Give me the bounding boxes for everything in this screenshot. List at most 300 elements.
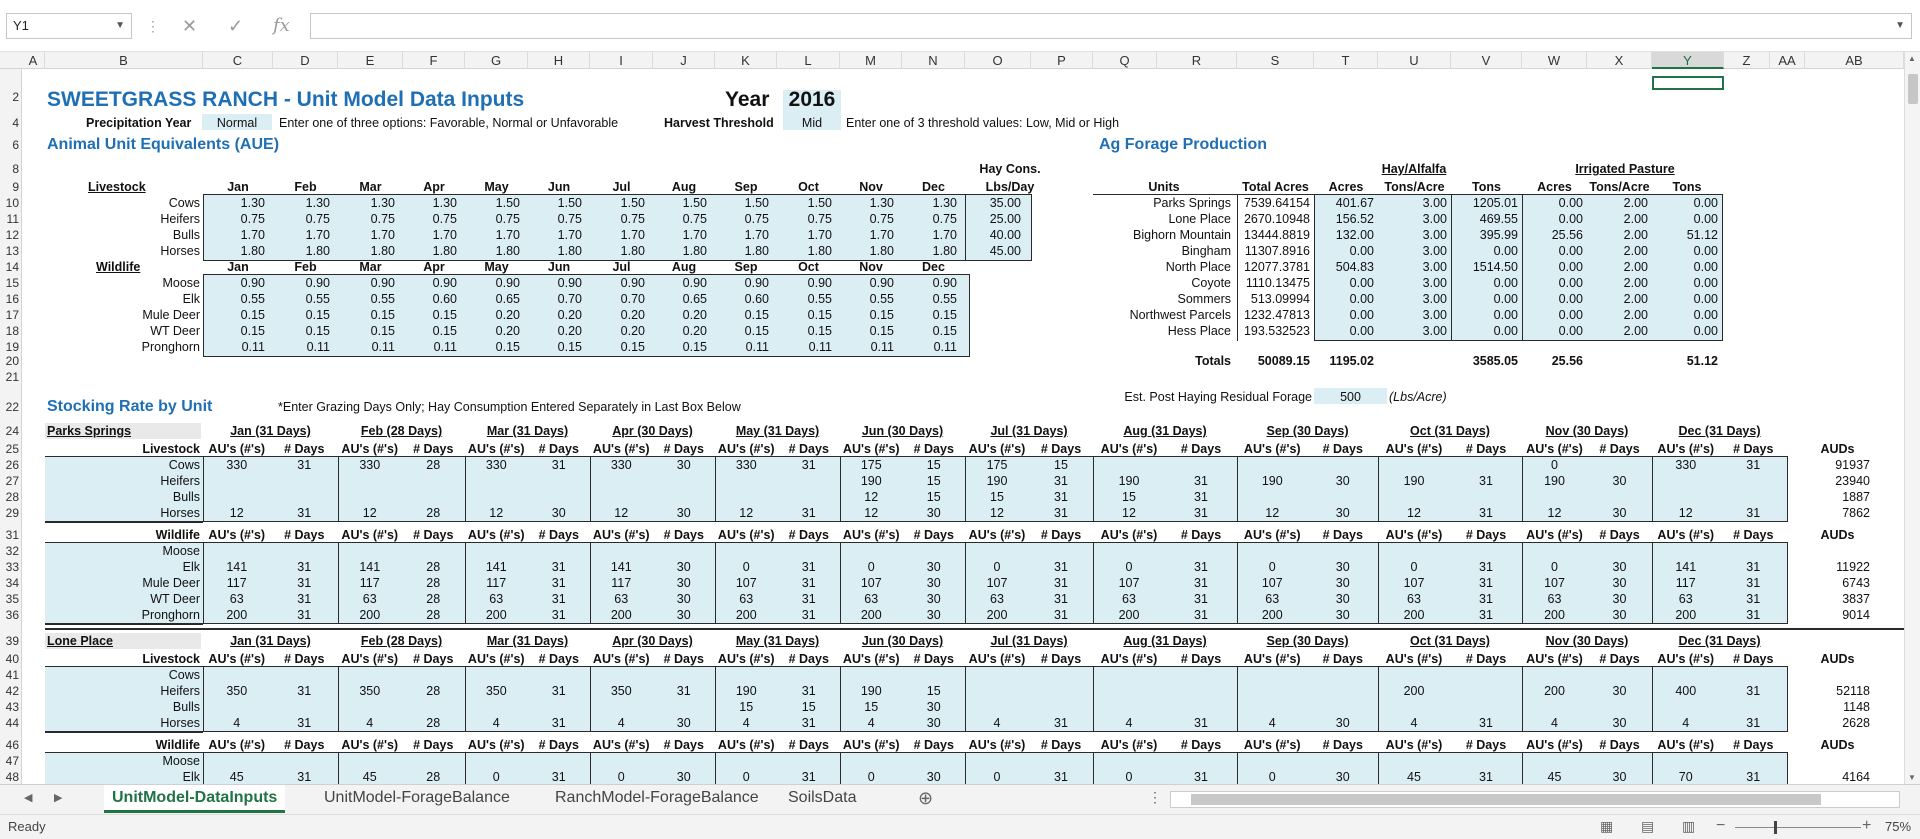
aue-value-cell[interactable]: 1.70: [744, 228, 769, 242]
column-header-u[interactable]: U: [1378, 52, 1451, 69]
stock-cell[interactable]: 4: [617, 716, 625, 730]
row-header-41[interactable]: 41: [5, 668, 19, 682]
stock-cell[interactable]: 31: [1746, 458, 1761, 472]
stock-cell[interactable]: 30: [676, 770, 691, 784]
worksheet-grid[interactable]: [22, 69, 1904, 784]
row-header-35[interactable]: 35: [5, 592, 19, 606]
stock-cell[interactable]: 0: [742, 770, 750, 784]
next-sheet-icon[interactable]: ▶: [54, 792, 63, 804]
page-break-icon[interactable]: ▥: [1682, 818, 1696, 834]
stock-cell[interactable]: 31: [1746, 716, 1761, 730]
column-header-o[interactable]: O: [965, 52, 1031, 69]
stock-cell[interactable]: 141: [485, 560, 507, 574]
stock-cell[interactable]: 175: [860, 458, 882, 472]
forage-value-cell[interactable]: 0.00: [1558, 292, 1583, 306]
name-box[interactable]: [6, 13, 132, 39]
stock-cell[interactable]: 63: [1122, 592, 1136, 606]
stock-cell[interactable]: 200: [1544, 684, 1565, 698]
aue-value-cell[interactable]: 1.70: [240, 228, 265, 242]
forage-value-cell[interactable]: 0.00: [1493, 324, 1518, 338]
stock-cell[interactable]: 12: [229, 506, 244, 520]
stock-cell[interactable]: 31: [551, 608, 566, 622]
forage-value-cell[interactable]: 0.00: [1493, 308, 1518, 322]
stock-cell[interactable]: 31: [676, 684, 691, 698]
row-header-20[interactable]: 20: [5, 354, 19, 368]
column-header-m[interactable]: M: [840, 52, 902, 69]
forage-value-cell[interactable]: 156.52: [1335, 212, 1374, 226]
forage-value-cell[interactable]: 2.00: [1623, 324, 1648, 338]
forage-value-cell[interactable]: 3.00: [1422, 292, 1447, 306]
aue-value-cell[interactable]: 1.80: [432, 244, 457, 258]
forage-value-cell[interactable]: 0.00: [1349, 308, 1374, 322]
stock-cell[interactable]: 330: [610, 458, 632, 472]
column-header-b[interactable]: B: [45, 52, 203, 69]
forage-value-cell[interactable]: 0.00: [1558, 212, 1583, 226]
stock-cell[interactable]: 31: [1479, 560, 1493, 574]
stock-cell[interactable]: 31: [297, 608, 312, 622]
stock-cell[interactable]: 141: [1675, 560, 1697, 574]
stock-cell[interactable]: 31: [801, 592, 816, 606]
stock-cell[interactable]: 31: [1054, 770, 1068, 784]
row-header-24[interactable]: 24: [5, 424, 19, 438]
stock-cell[interactable]: 350: [485, 684, 507, 698]
stock-cell[interactable]: 200: [1403, 684, 1425, 698]
aue-value-cell[interactable]: 0.75: [495, 212, 520, 226]
aue-value-cell[interactable]: 0.90: [807, 276, 832, 290]
aue-value-cell[interactable]: 1.70: [682, 228, 707, 242]
stock-cell[interactable]: 200: [485, 608, 507, 622]
aue-value-cell[interactable]: 0.15: [305, 308, 330, 322]
aue-value-cell[interactable]: 0.15: [370, 308, 395, 322]
sheet-tab-3[interactable]: RanchModel-ForageBalance: [555, 789, 759, 806]
row-header-34[interactable]: 34: [5, 576, 19, 590]
stock-cell[interactable]: 45: [1547, 770, 1562, 784]
row-header-36[interactable]: 36: [5, 608, 19, 622]
aue-value-cell[interactable]: 0.55: [305, 292, 330, 306]
forage-value-cell[interactable]: 0.00: [1693, 196, 1718, 210]
row-header-27[interactable]: 27: [5, 474, 19, 488]
stock-cell[interactable]: 30: [1612, 592, 1627, 606]
stock-cell[interactable]: 28: [426, 592, 441, 606]
page-layout-icon[interactable]: ▤: [1641, 818, 1655, 834]
stock-cell[interactable]: 200: [860, 608, 882, 622]
stock-cell[interactable]: 31: [297, 560, 312, 574]
stock-cell[interactable]: 30: [926, 576, 941, 590]
stock-cell[interactable]: 30: [926, 770, 941, 784]
stock-cell[interactable]: 31: [801, 716, 816, 730]
aue-value-cell[interactable]: 0.65: [682, 292, 707, 306]
stock-cell[interactable]: 4: [1682, 716, 1690, 730]
aue-value-cell[interactable]: 1.70: [557, 228, 582, 242]
aue-value-cell[interactable]: 0.15: [370, 324, 395, 338]
row-header-11[interactable]: 11: [6, 212, 19, 226]
stock-cell[interactable]: 30: [926, 700, 941, 714]
aue-value-cell[interactable]: 0.15: [495, 340, 520, 354]
forage-value-cell[interactable]: 3.00: [1422, 276, 1447, 290]
h-scroll-thumb[interactable]: [1191, 794, 1821, 805]
stock-cell[interactable]: 175: [986, 458, 1008, 472]
stock-cell[interactable]: 30: [676, 608, 691, 622]
stock-cell[interactable]: 31: [297, 684, 312, 698]
aue-value-cell[interactable]: 0.11: [306, 340, 330, 354]
stock-cell[interactable]: 31: [1194, 506, 1208, 520]
prev-sheet-icon[interactable]: ◀: [24, 792, 33, 804]
stock-cell[interactable]: 141: [226, 560, 248, 574]
aue-value-cell[interactable]: 0.90: [557, 276, 582, 290]
aue-value-cell[interactable]: 0.15: [557, 340, 582, 354]
stock-cell[interactable]: 12: [1265, 506, 1280, 520]
stock-cell[interactable]: 31: [801, 560, 816, 574]
forage-value-cell[interactable]: 0.00: [1349, 276, 1374, 290]
stock-cell[interactable]: 12: [489, 506, 504, 520]
stock-cell[interactable]: 0: [1268, 770, 1276, 784]
aue-value-cell[interactable]: 1.50: [807, 196, 832, 210]
chevron-down-icon[interactable]: ▼: [115, 20, 125, 31]
aue-value-cell[interactable]: 1.30: [869, 196, 894, 210]
column-header-j[interactable]: J: [653, 52, 715, 69]
column-header-t[interactable]: T: [1314, 52, 1378, 69]
stock-cell[interactable]: 31: [1054, 716, 1068, 730]
aue-value-cell[interactable]: 0.15: [869, 324, 894, 338]
stock-cell[interactable]: 31: [1479, 576, 1493, 590]
tab-split-icon[interactable]: ⋮: [1148, 789, 1162, 805]
aue-value-cell[interactable]: 0.75: [620, 212, 645, 226]
row-header-39[interactable]: 39: [5, 634, 19, 648]
aue-value-cell[interactable]: 0.90: [869, 276, 894, 290]
stock-cell[interactable]: 30: [676, 592, 691, 606]
forage-value-cell[interactable]: 2.00: [1623, 276, 1648, 290]
sheet-tab-1[interactable]: UnitModel-DataInputs: [104, 785, 285, 813]
aue-value-cell[interactable]: 1.30: [932, 196, 957, 210]
stock-cell[interactable]: 31: [551, 592, 566, 606]
stock-cell[interactable]: 190: [1261, 474, 1283, 488]
aue-value-cell[interactable]: 1.80: [807, 244, 832, 258]
stock-cell[interactable]: 45: [362, 770, 377, 784]
forage-value-cell[interactable]: 132.00: [1335, 228, 1374, 242]
forage-value-cell[interactable]: 2670.10948: [1243, 212, 1310, 226]
aue-value-cell[interactable]: 0.90: [370, 276, 395, 290]
enter-icon[interactable]: ✓: [228, 16, 244, 36]
aue-value-cell[interactable]: 0.75: [240, 212, 265, 226]
row-header-12[interactable]: 12: [5, 228, 19, 242]
stock-cell[interactable]: 0: [1551, 560, 1558, 574]
stock-cell[interactable]: 0: [617, 770, 625, 784]
stock-cell[interactable]: 63: [362, 592, 377, 606]
stock-cell[interactable]: 31: [801, 608, 816, 622]
aue-value-cell[interactable]: 0.65: [495, 292, 520, 306]
stock-cell[interactable]: 31: [1054, 592, 1068, 606]
stock-cell[interactable]: 30: [1335, 608, 1350, 622]
stock-cell[interactable]: 30: [1335, 474, 1350, 488]
stock-cell[interactable]: 107: [860, 576, 882, 590]
stock-cell[interactable]: 31: [1054, 490, 1068, 504]
stock-cell[interactable]: 12: [739, 506, 754, 520]
aue-value-cell[interactable]: 1.30: [432, 196, 457, 210]
column-header-l[interactable]: L: [777, 52, 840, 69]
forage-value-cell[interactable]: 0.00: [1349, 244, 1374, 258]
stock-cell[interactable]: 12: [1407, 506, 1421, 520]
aue-value-cell[interactable]: 0.15: [620, 340, 645, 354]
stock-cell[interactable]: 30: [1612, 770, 1627, 784]
row-header-14[interactable]: 14: [5, 260, 19, 274]
stock-cell[interactable]: 31: [1054, 608, 1068, 622]
stock-cell[interactable]: 200: [1261, 608, 1283, 622]
hay-cons-cell[interactable]: 40.00: [989, 228, 1021, 242]
stock-cell[interactable]: 30: [1335, 770, 1350, 784]
stock-cell[interactable]: 31: [1746, 684, 1761, 698]
aue-value-cell[interactable]: 0.15: [744, 308, 769, 322]
stock-cell[interactable]: 117: [359, 576, 380, 590]
stock-cell[interactable]: 30: [1612, 560, 1627, 574]
aue-value-cell[interactable]: 0.15: [807, 324, 832, 338]
column-header-ab[interactable]: AB: [1805, 52, 1904, 69]
forage-value-cell[interactable]: 0.00: [1493, 244, 1518, 258]
stock-cell[interactable]: 63: [1547, 592, 1562, 606]
stock-cell[interactable]: 350: [610, 684, 632, 698]
stock-cell[interactable]: 141: [359, 560, 381, 574]
row-header-28[interactable]: 28: [5, 490, 19, 504]
row-header-48[interactable]: 48: [5, 770, 19, 784]
stock-cell[interactable]: 12: [1122, 506, 1136, 520]
formula-input[interactable]: [310, 13, 1912, 39]
aue-value-cell[interactable]: 0.75: [557, 212, 582, 226]
stock-cell[interactable]: 200: [1118, 608, 1140, 622]
stock-cell[interactable]: 31: [1194, 716, 1208, 730]
forage-value-cell[interactable]: 1514.50: [1472, 260, 1518, 274]
forage-value-cell[interactable]: 1232.47813: [1243, 308, 1310, 322]
cancel-icon[interactable]: ✕: [182, 16, 198, 36]
row-header-32[interactable]: 32: [5, 544, 19, 558]
forage-value-cell[interactable]: 25.56: [1551, 228, 1583, 242]
stock-cell[interactable]: 30: [926, 560, 941, 574]
stock-cell[interactable]: 30: [1612, 474, 1627, 488]
stock-cell[interactable]: 200: [610, 608, 632, 622]
column-header-y[interactable]: Y: [1652, 52, 1724, 69]
stock-cell[interactable]: 31: [1746, 608, 1761, 622]
forage-value-cell[interactable]: 0.00: [1558, 308, 1583, 322]
row-header-13[interactable]: 13: [5, 244, 19, 258]
aue-value-cell[interactable]: 0.90: [240, 276, 265, 290]
stock-cell[interactable]: 63: [1407, 592, 1421, 606]
aue-value-cell[interactable]: 1.80: [932, 244, 957, 258]
stock-cell[interactable]: 141: [610, 560, 632, 574]
stock-cell[interactable]: 12: [362, 506, 377, 520]
aue-value-cell[interactable]: 1.70: [807, 228, 832, 242]
stock-cell[interactable]: 12: [864, 506, 879, 520]
aue-value-cell[interactable]: 0.20: [557, 324, 582, 338]
stock-cell[interactable]: 28: [426, 716, 441, 730]
stock-cell[interactable]: 30: [1335, 506, 1350, 520]
forage-value-cell[interactable]: 0.00: [1493, 276, 1518, 290]
stock-cell[interactable]: 30: [1612, 716, 1627, 730]
stock-cell[interactable]: 31: [1479, 592, 1493, 606]
stock-cell[interactable]: 63: [614, 592, 629, 606]
horizontal-scrollbar[interactable]: [1170, 791, 1900, 808]
stock-cell[interactable]: 190: [860, 474, 882, 488]
column-header-x[interactable]: X: [1587, 52, 1652, 69]
stock-cell[interactable]: 30: [926, 608, 941, 622]
stock-cell[interactable]: 31: [1054, 560, 1068, 574]
stock-cell[interactable]: 31: [1054, 576, 1068, 590]
row-header-2[interactable]: 2: [12, 90, 19, 104]
stock-cell[interactable]: 400: [1675, 684, 1697, 698]
stock-cell[interactable]: 31: [1746, 770, 1761, 784]
stock-cell[interactable]: 190: [1544, 474, 1565, 488]
stock-cell[interactable]: 330: [359, 458, 381, 472]
forage-value-cell[interactable]: 0.00: [1349, 292, 1374, 306]
stock-cell[interactable]: 0: [1551, 458, 1558, 472]
stock-cell[interactable]: 30: [926, 716, 941, 730]
aue-value-cell[interactable]: 0.15: [240, 324, 265, 338]
aue-value-cell[interactable]: 0.11: [745, 340, 769, 354]
aue-value-cell[interactable]: 1.30: [305, 196, 330, 210]
aue-value-cell[interactable]: 0.20: [557, 308, 582, 322]
stock-cell[interactable]: 0: [1268, 560, 1276, 574]
row-header-47[interactable]: 47: [5, 754, 19, 768]
aue-value-cell[interactable]: 0.90: [432, 276, 457, 290]
stock-cell[interactable]: 63: [1678, 592, 1693, 606]
forage-value-cell[interactable]: 0.00: [1693, 324, 1718, 338]
stock-cell[interactable]: 31: [1746, 506, 1761, 520]
forage-value-cell[interactable]: 3.00: [1422, 196, 1447, 210]
stock-cell[interactable]: 31: [1479, 608, 1493, 622]
aue-value-cell[interactable]: 1.80: [495, 244, 520, 258]
stock-cell[interactable]: 31: [551, 560, 566, 574]
stock-cell[interactable]: 31: [1479, 474, 1493, 488]
stock-cell[interactable]: 31: [551, 770, 566, 784]
stock-cell[interactable]: 190: [986, 474, 1008, 488]
stock-cell[interactable]: 15: [1054, 458, 1068, 472]
stock-cell[interactable]: 30: [676, 576, 691, 590]
forage-value-cell[interactable]: 0.00: [1558, 260, 1583, 274]
stock-cell[interactable]: 15: [990, 490, 1004, 504]
expand-icon[interactable]: ▼: [1895, 20, 1905, 31]
year-input[interactable]: 2016: [788, 88, 836, 111]
aue-value-cell[interactable]: 0.75: [744, 212, 769, 226]
aue-value-cell[interactable]: 0.15: [807, 308, 832, 322]
column-header-q[interactable]: Q: [1093, 52, 1157, 69]
column-header-r[interactable]: R: [1157, 52, 1237, 69]
aue-value-cell[interactable]: 1.70: [305, 228, 330, 242]
stock-cell[interactable]: 30: [676, 716, 691, 730]
stock-cell[interactable]: 31: [297, 576, 312, 590]
forage-value-cell[interactable]: 3.00: [1422, 212, 1447, 226]
stock-cell[interactable]: 4: [492, 716, 500, 730]
stock-cell[interactable]: 30: [1335, 560, 1350, 574]
aue-value-cell[interactable]: 0.20: [495, 324, 520, 338]
column-header-s[interactable]: S: [1237, 52, 1314, 69]
zoom-in-icon[interactable]: +: [1862, 817, 1872, 834]
forage-value-cell[interactable]: 504.83: [1335, 260, 1374, 274]
forage-value-cell[interactable]: 0.00: [1693, 308, 1718, 322]
aue-value-cell[interactable]: 0.20: [682, 308, 707, 322]
stock-cell[interactable]: 12: [990, 506, 1004, 520]
aue-value-cell[interactable]: 1.50: [495, 196, 520, 210]
stock-cell[interactable]: 31: [1054, 474, 1068, 488]
stock-cell[interactable]: 15: [926, 684, 941, 698]
aue-value-cell[interactable]: 1.70: [495, 228, 520, 242]
aue-value-cell[interactable]: 1.80: [557, 244, 582, 258]
aue-value-cell[interactable]: 0.55: [807, 292, 832, 306]
forage-value-cell[interactable]: 2.00: [1623, 212, 1648, 226]
stock-cell[interactable]: 117: [611, 576, 632, 590]
forage-value-cell[interactable]: 3.00: [1422, 244, 1447, 258]
stock-cell[interactable]: 15: [864, 700, 879, 714]
row-header-4[interactable]: 4: [12, 116, 19, 130]
stock-cell[interactable]: 190: [1403, 474, 1425, 488]
aue-value-cell[interactable]: 1.50: [682, 196, 707, 210]
aue-value-cell[interactable]: 0.11: [433, 340, 457, 354]
forage-value-cell[interactable]: 2.00: [1623, 244, 1648, 258]
stock-cell[interactable]: 15: [1122, 490, 1136, 504]
aue-value-cell[interactable]: 0.90: [682, 276, 707, 290]
forage-value-cell[interactable]: 1110.13475: [1245, 276, 1310, 290]
stock-cell[interactable]: 0: [993, 770, 1001, 784]
stock-cell[interactable]: 107: [1403, 576, 1425, 590]
aue-value-cell[interactable]: 0.75: [807, 212, 832, 226]
forage-value-cell[interactable]: 11307.8916: [1244, 244, 1310, 258]
zoom-out-icon[interactable]: −: [1716, 817, 1726, 834]
aue-value-cell[interactable]: 0.90: [620, 276, 645, 290]
aue-value-cell[interactable]: 1.80: [370, 244, 395, 258]
stock-cell[interactable]: 30: [551, 506, 566, 520]
stock-cell[interactable]: 30: [926, 506, 941, 520]
aue-value-cell[interactable]: 0.15: [682, 340, 707, 354]
stock-cell[interactable]: 31: [551, 716, 566, 730]
selected-cell-y1[interactable]: [1652, 76, 1724, 90]
forage-value-cell[interactable]: 0.00: [1558, 324, 1583, 338]
scroll-thumb[interactable]: [1908, 74, 1918, 104]
forage-value-cell[interactable]: 0.00: [1693, 244, 1718, 258]
column-header-g[interactable]: G: [465, 52, 528, 69]
row-header-22[interactable]: 22: [5, 400, 19, 414]
aue-value-cell[interactable]: 0.15: [305, 324, 330, 338]
aue-value-cell[interactable]: 1.70: [932, 228, 957, 242]
stock-cell[interactable]: 63: [864, 592, 879, 606]
stock-cell[interactable]: 117: [1675, 576, 1696, 590]
stock-cell[interactable]: 31: [1194, 770, 1208, 784]
stock-cell[interactable]: 31: [297, 592, 312, 606]
stock-cell[interactable]: 330: [735, 458, 757, 472]
stock-cell[interactable]: 28: [426, 770, 441, 784]
column-header-f[interactable]: F: [403, 52, 465, 69]
aue-value-cell[interactable]: 0.75: [432, 212, 457, 226]
stock-cell[interactable]: 107: [1118, 576, 1140, 590]
stock-cell[interactable]: 31: [1194, 560, 1208, 574]
aue-value-cell[interactable]: 0.11: [371, 340, 395, 354]
column-header-aa[interactable]: AA: [1770, 52, 1805, 69]
stock-cell[interactable]: 200: [735, 608, 757, 622]
stock-cell[interactable]: 31: [297, 506, 312, 520]
forage-value-cell[interactable]: 395.99: [1479, 228, 1518, 242]
aue-value-cell[interactable]: 0.20: [620, 308, 645, 322]
normal-view-icon[interactable]: ▦: [1600, 818, 1614, 834]
row-header-42[interactable]: 42: [5, 684, 19, 698]
stock-cell[interactable]: 200: [1675, 608, 1697, 622]
forage-value-cell[interactable]: 51.12: [1686, 228, 1718, 242]
forage-value-cell[interactable]: 0.00: [1558, 244, 1583, 258]
function-icon[interactable]: fx: [273, 15, 290, 36]
stock-cell[interactable]: 0: [867, 770, 875, 784]
stock-cell[interactable]: 4: [867, 716, 875, 730]
stock-cell[interactable]: 30: [1335, 576, 1350, 590]
aue-value-cell[interactable]: 0.15: [932, 324, 957, 338]
stock-cell[interactable]: 45: [1407, 770, 1421, 784]
row-header-19[interactable]: 19: [5, 340, 19, 354]
row-header-25[interactable]: 25: [5, 442, 19, 456]
aue-value-cell[interactable]: 0.15: [869, 308, 894, 322]
stock-cell[interactable]: 31: [1746, 576, 1761, 590]
